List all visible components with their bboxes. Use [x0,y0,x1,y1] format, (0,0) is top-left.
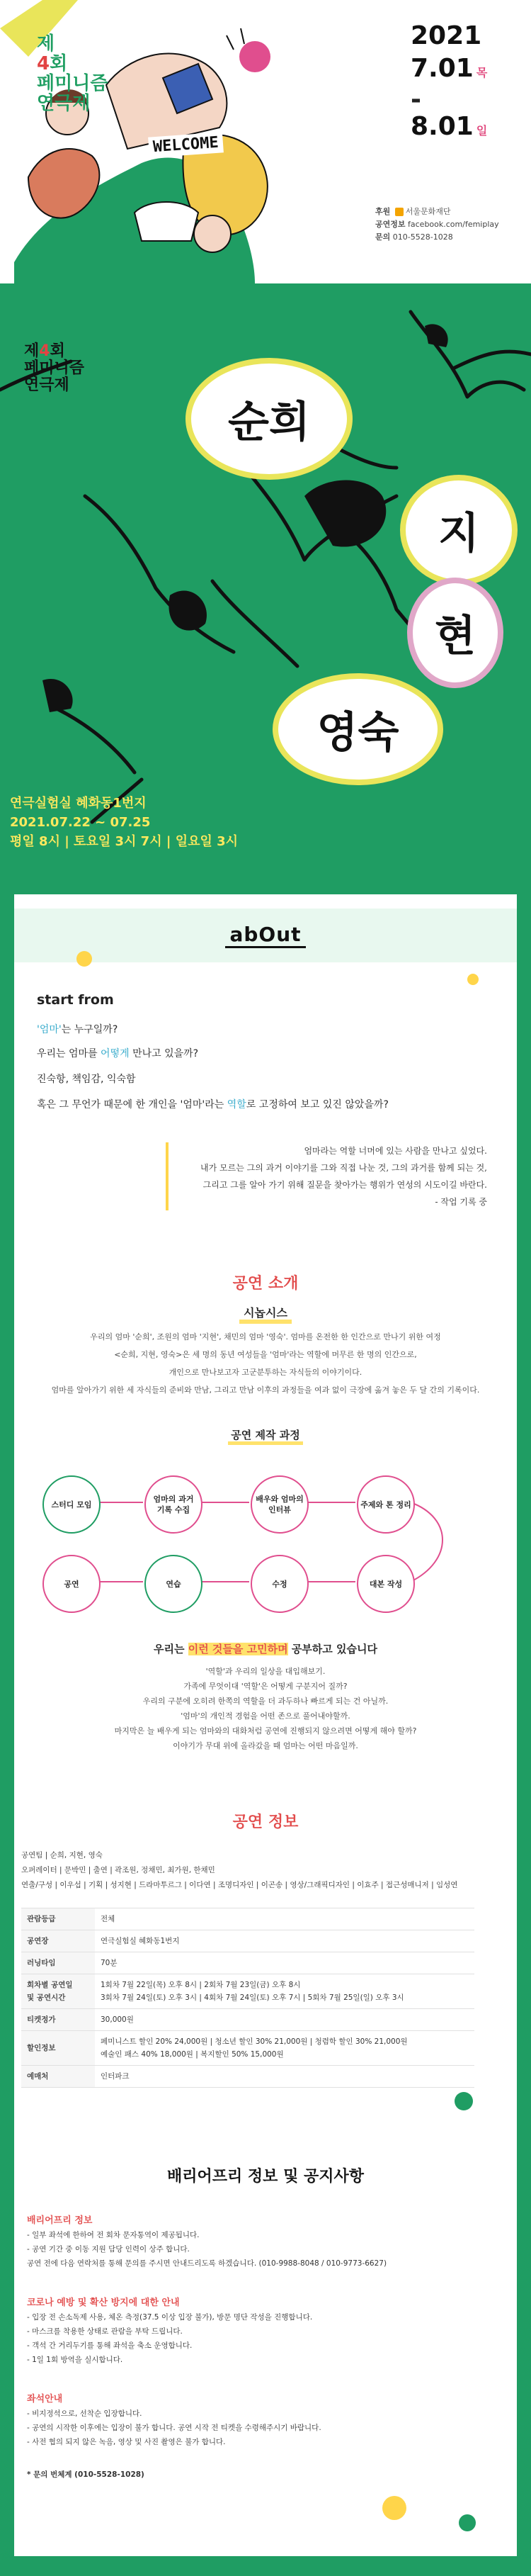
considerations-title: 우리는 이런 것들을 고민하며 공부하고 있습니다 [154,1643,377,1655]
question-line-4: 혹은 그 무언가 때문에 한 개인을 '엄마'라는 역할로 고정하여 보고 있진 않았을까? [37,1099,389,1110]
title-bubble-hyeon: 현 [407,578,503,688]
header-section [0,0,531,283]
performance-info-table [21,1908,474,2088]
barrier-free-heading: 배리어프리 정보 [27,2215,93,2226]
booking-link[interactable]: 인터파크 [95,2066,474,2088]
poster-section [0,283,531,893]
table-row: 러닝타임 70분 [21,1952,474,1974]
seating-list: - 비지정석으로, 선착순 입장합니다. - 공연의 시작한 이후에는 입장이 불가 합니다. 공연 시작 전 티켓을 수령해주시기 바랍니다. - 사전 협의 되지 않은 녹음, 영상 및 사진 촬영은 불가 합니다. [27,2409,321,2446]
contact-footer: * 문의 번체계 (010-5528-1028) [27,2470,144,2479]
covid-heading: 코로나 예방 및 확산 방지에 대한 안내 [27,2297,180,2308]
yellow-dot-decor [467,974,479,985]
info-title: 공연 정보 [232,1813,299,1831]
table-row: 할인정보 페미니스트 할인 20% 24,000원 | 청소년 할인 30% 21,000원 | 청렴학 할인 30% 21,000원 예술인 패스 40% 18,000원 | 복지할인 50% 15,000원 [21,2031,474,2066]
notice-title: 배리어프리 정보 및 공지사항 [166,2168,364,2186]
green-circle-decor [455,2092,473,2110]
covid-list: - 입장 전 손소독제 사용, 체온 측정(37.5 이상 입장 불가), 방문 명단 작성을 진행합니다. - 마스크를 착용한 상태로 관람을 부탁 드립니다. - 객석 간 거리두기를 통해 좌석을 축소 운영합니다. - 1일 1회 방역을 실시합니다. [27,2313,313,2364]
process-step-study: 스터디 모임 [42,1475,101,1534]
question-line-1: '엄마'는 누구일까? [37,1024,118,1035]
process-step-script: 대본 작성 [357,1555,415,1613]
table-row: 관람등급 전체 [21,1908,474,1930]
title-bubble-youngsook: 영숙 [273,673,443,785]
process-step-collect: 엄마의 과거 기록 수집 [144,1475,202,1534]
poster-festival-logo: 제4회 페미니즘 연극제 [24,342,85,394]
process-step-revision: 수정 [251,1555,309,1613]
festival-logo: 제 4회 페미니즘 연극제 [37,33,108,114]
poster-venue-info: 연극실험실 혜화동1번지 2021.07.22 ~ 07.25 평일 8시 | 토요일 3시 7시 | 일요일 3시 [10,796,239,849]
table-row: 회차별 공연일 및 공연시간 1회차 7월 22일(목) 오후 8시 | 2회차 7월 23일(금) 오후 8시 3회차 7월 24일(토) 오후 3시 | 4회차 7월 24일(토) 오후 7시 | 5회차 7월 25일(일) 오후 3시 [21,1974,474,2009]
festival-dates: 2021 7.01 목 - 8.01 일 [411,21,488,141]
process-step-theme: 주제와 톤 정리 [357,1475,415,1534]
facebook-link[interactable]: facebook.com/femiplay [408,220,499,229]
yellow-circle-decor [382,2496,406,2520]
start-from-heading: start from [37,992,114,1008]
content-card [14,894,517,2556]
process-step-interview: 배우와 엄마의 인터뷰 [251,1475,309,1534]
yellow-dot-decor [76,951,92,967]
intro-title: 공연 소개 [232,1275,299,1293]
welcome-banner: WELCOME [148,132,223,157]
table-row: 예매처 인터파크 [21,2066,474,2088]
title-bubble-sunhee: 순희 [185,358,353,480]
table-row: 공연장 연극실험실 혜화동1번지 [21,1930,474,1952]
process-step-rehearsal: 연습 [144,1555,202,1613]
synopsis-title: 시놉시스 [14,1304,517,1320]
considerations-list: '역할'과 우리의 일상을 대입해보기. 가족에 무엇이대 '역할'은 어떻게 구분지어 질까? 우리의 구분에 오히려 한쪽의 역할을 더 과두하나 빠르게 되는 건 아닐까. '엄마'의 개인적 경험을 어떤 존으로 풀어내야할까. 마지막은 늘 배우게 되는 엄마와의 대화처럼 공연에 진행되지 않으려면 어떻게 해야 할까? 이야기가 무대 위에 올라갔을 때 엄마는 어떤 마음일까. [114,1667,417,1750]
process-title: 공연 제작 과정 [14,1427,517,1442]
process-step-performance: 공연 [42,1555,101,1613]
table-row: 티켓정가 30,000원 [21,2009,474,2031]
about-title: abOut [225,923,305,948]
sponsor-logo-icon [395,208,404,216]
sponsor-info: 후원 서울문화재단 공연정보 facebook.com/femiplay 문의 010-5528-1028 [375,207,499,242]
question-line-2: 우리는 엄마를 어떻게 만나고 있을까? [37,1048,199,1059]
green-circle-decor [459,2514,476,2531]
barrier-free-list: - 일부 좌석에 한하여 전 회차 문자통역이 제공됩니다. - 공연 기간 중 이동 지원 담당 인력이 상주 합니다. 공연 전에 다음 연락처를 통해 문의를 주시면 안내드리도록 하겠습니다. (010-9988-8048 / 010-9773-6627) [27,2231,387,2268]
cast-credits: 공연팀 | 순희, 지현, 영숙 오퍼레이터 | 문박민 | 출연 | 곽조원, 정채민, 최가원, 한채민 연출/구성 | 이우섭 | 기획 | 성지현 | 드라마투르그 | 이다연 | 조명디자인 | 이곤송 | 영상/그래픽디자인 | 이효주 | 접근성매니저 | 임성연 [21,1851,458,1889]
work-log-quote: 엄마라는 역할 너머에 있는 사람을 만나고 싶었다. 내가 모르는 그의 과거 이야기를 그와 직접 나눈 것, 그의 과거를 함께 되는 것, 그리고 그를 알아 가기 위해 질문을 찾아가는 행위가 연성의 시도이길 바란다. - 작업 기록 중 [166,1142,487,1210]
question-line-3: 진숙항, 책임감, 익숙함 [37,1074,136,1085]
seating-heading: 좌석안내 [27,2394,63,2405]
synopsis-text: 우리의 엄마 '순희', 조원의 엄마 '지현', 채민의 엄마 '영숙'. 엄마를 온전한 한 인간으로 만나기 위한 여정 <순희, 지현, 영숙>은 세 명의 동년 여성들을 '엄마'라는 역할에 머무른 한 명의 인간으로, 개인으로 만나보고자 고군분투하는 자식들의 이야기이다. 엄마를 알아가기 위한 세 자식들의 준비와 만남, 그리고 만남 이후의 과정들을 여과 없이 극장에 옮겨 놓은 두 달 간의 기록이다. [51,1332,480,1395]
title-bubble-ji: 지 [400,475,518,585]
